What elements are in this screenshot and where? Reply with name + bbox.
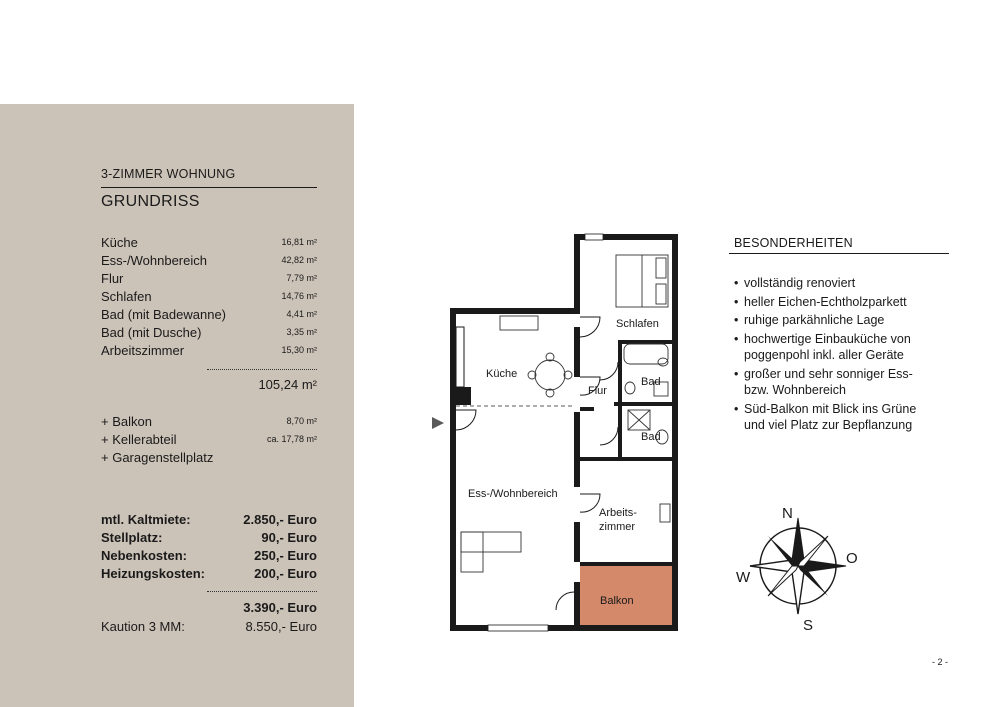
extra-value: ca. 17,78 m² (266, 434, 317, 444)
room-area: 42,82 m² (281, 255, 317, 265)
room-label-balkon: Balkon (600, 595, 634, 607)
extra-name: + Garagenstellplatz (101, 450, 214, 465)
extra-value: 8,70 m² (286, 416, 317, 426)
extra-name: + Kellerabteil (101, 432, 177, 447)
room-label-kueche: Küche (486, 368, 518, 380)
compass-east: O (846, 550, 858, 567)
cost-value: 200,- Euro (254, 566, 317, 581)
room-row (101, 253, 317, 271)
deposit-label: Kaution 3 MM: (101, 619, 185, 634)
compass-north: N (782, 505, 793, 522)
extra-row (101, 432, 317, 450)
compass-west: W (736, 569, 751, 586)
room-label-flur: Flur (588, 385, 607, 397)
furniture (461, 255, 670, 572)
room-row (101, 289, 317, 307)
room-name: Schlafen (101, 289, 152, 304)
cost-value: 2.850,- Euro (243, 512, 317, 527)
cost-value: 90,- Euro (261, 530, 317, 545)
feature-item: • Süd-Balkon mit Blick ins Grüne und viel Platz zur Bepflanzung (734, 401, 917, 432)
room-name: Ess-/Wohnbereich (101, 253, 207, 268)
sum-divider (207, 369, 317, 370)
room-name: Bad (mit Dusche) (101, 325, 202, 340)
feature-item: • vollständig renoviert (734, 276, 856, 290)
room-row (101, 271, 317, 289)
cost-row (101, 566, 317, 584)
room-area: 7,79 m² (286, 273, 317, 283)
room-row (101, 307, 317, 325)
features-title: BESONDERHEITEN (734, 236, 853, 250)
cost-row (101, 530, 317, 548)
cost-row (101, 548, 317, 566)
cost-value: 250,- Euro (254, 548, 317, 563)
total-area: 105,24 m² (258, 377, 317, 392)
room-name: Küche (101, 235, 138, 250)
room-name: Bad (mit Badewanne) (101, 307, 227, 322)
feature-item: • hochwertige Einbauküche von poggenpohl inkl. aller Geräte (734, 331, 911, 362)
feature-item: • ruhige parkähnliche Lage (734, 313, 885, 327)
extra-row (101, 450, 317, 468)
room-label-bad-2: Bad (641, 431, 661, 443)
feature-item: • großer und sehr sonniger Ess- bzw. Wohnbereich (734, 366, 913, 397)
room-row (101, 325, 317, 343)
room-label-arbeit-1: Arbeits- (599, 507, 637, 519)
room-row (101, 235, 317, 253)
cost-label: Heizungskosten: (101, 566, 206, 581)
deposit-row (101, 619, 317, 637)
room-label-wohnbereich: Ess-/Wohnbereich (468, 488, 558, 500)
room-row (101, 343, 317, 361)
compass-south: S (803, 617, 814, 634)
page-number: - 2 - (932, 657, 949, 667)
cost-label: Nebenkosten: (101, 548, 187, 563)
cost-label: mtl. Kaltmiete: (101, 512, 191, 527)
room-name: Flur (101, 271, 124, 286)
room-area: 16,81 m² (281, 237, 317, 247)
cost-divider (207, 591, 317, 592)
room-label-schlafen: Schlafen (616, 318, 659, 330)
floor-plan (428, 232, 684, 634)
room-area: 15,30 m² (281, 345, 317, 355)
apartment-type: 3-ZIMMER WOHNUNG (101, 167, 236, 181)
room-area: 14,76 m² (281, 291, 317, 301)
features-list (734, 275, 954, 436)
features-rule (729, 253, 949, 254)
room-name: Arbeitszimmer (101, 343, 185, 358)
page-title: GRUNDRISS (101, 193, 200, 210)
room-area: 4,41 m² (286, 309, 317, 319)
feature-item: • heller Eichen-Echtholzparkett (734, 294, 907, 309)
room-area: 3,35 m² (286, 327, 317, 337)
extra-row (101, 414, 317, 432)
deposit-value: 8.550,- Euro (245, 619, 317, 634)
cost-row (101, 512, 317, 530)
cost-label: Stellplatz: (101, 530, 163, 545)
extra-name: + Balkon (101, 414, 152, 429)
cost-total: 3.390,- Euro (243, 600, 317, 615)
room-label-arbeit-2: zimmer (599, 521, 636, 533)
subtitle-rule (101, 187, 317, 188)
entrance-arrow-icon (432, 417, 444, 429)
room-label-bad-1: Bad (641, 376, 661, 388)
compass-icon (730, 500, 870, 635)
